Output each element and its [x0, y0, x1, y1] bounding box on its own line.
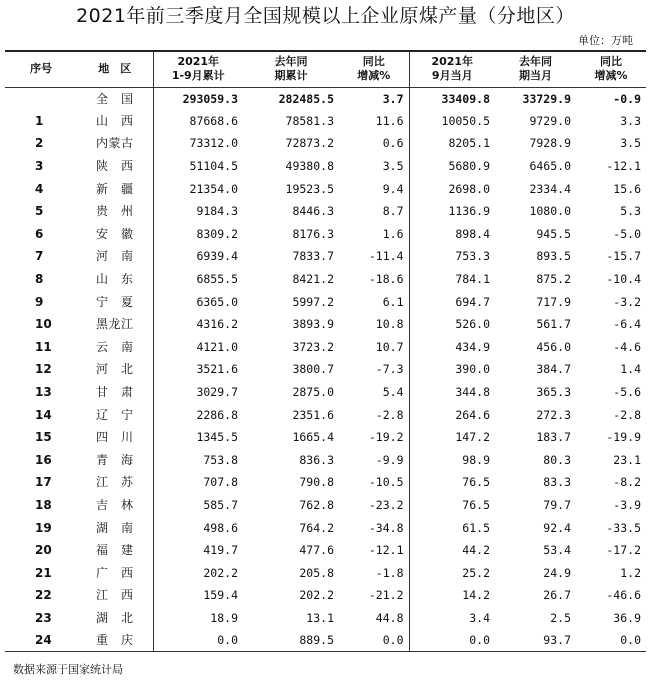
cell-month-yoy: 1.4 [620, 362, 641, 377]
cell-ytd-last: 790.8 [299, 475, 334, 490]
table-row [5, 313, 646, 336]
cell-region: 福 建 [95, 543, 134, 558]
header-ytd-yoy [339, 51, 409, 87]
cell-region: 宁 夏 [95, 294, 134, 309]
cell-ytd-yoy: 1.6 [382, 226, 404, 241]
cell-month-last: 92.4 [543, 520, 571, 535]
cell-seq: 17 [35, 475, 52, 490]
cell-month-2021: 5680.9 [409, 155, 495, 178]
cell-month-last: 53.4 [543, 543, 571, 558]
cell-ytd-last: 2351.6 [292, 407, 334, 422]
cell-seq: 15 [35, 430, 52, 445]
cell-month-yoy: 0.0 [620, 633, 641, 648]
coal-output-table [5, 50, 646, 652]
cell-month-yoy: -19.9 [606, 430, 641, 445]
cell-ytd-last: 7833.7 [292, 249, 334, 264]
cell-month-2021: 14.2 [409, 584, 495, 607]
table-row [5, 155, 646, 178]
cell-seq: 12 [35, 362, 52, 377]
cell-month-last: 384.7 [536, 362, 571, 377]
cell-ytd-2021: 753.8 [153, 449, 243, 472]
cell-region: 重 庆 [95, 633, 134, 648]
header-ytd-yoy-line2: 增减% [357, 69, 391, 83]
page-title: 2021年前三季度月全国规模以上企业原煤产量（分地区） [76, 5, 575, 27]
cell-month-2021: 898.4 [409, 223, 495, 246]
cell-month-yoy: -17.2 [606, 543, 641, 558]
cell-ytd-2021: 159.4 [153, 584, 243, 607]
cell-month-2021: 8205.1 [409, 132, 495, 155]
data-source-note: 数据来源于国家统计局 [13, 663, 123, 676]
cell-month-yoy: -3.9 [613, 497, 641, 512]
cell-ytd-last: 764.2 [299, 520, 334, 535]
cell-ytd-last: 889.5 [299, 633, 334, 648]
header-ytd-last-line1: 去年同 [274, 55, 308, 69]
cell-ytd-yoy: 8.7 [382, 204, 404, 219]
cell-ytd-2021: 9184.3 [153, 200, 243, 223]
cell-ytd-last: 3800.7 [292, 362, 334, 377]
cell-month-last: 93.7 [543, 633, 571, 648]
table-row [5, 381, 646, 404]
cell-seq: 1 [35, 113, 44, 128]
cell-seq: 7 [35, 249, 44, 264]
cell-month-yoy: -8.2 [613, 475, 641, 490]
cell-ytd-2021: 87668.6 [153, 110, 243, 133]
cell-month-yoy: 3.3 [620, 113, 641, 128]
header-month-yoy-line1: 同比 [600, 55, 622, 69]
cell-ytd-yoy: -11.4 [368, 249, 404, 264]
cell-month-yoy: -46.6 [606, 588, 641, 603]
cell-ytd-last: 282485.5 [278, 91, 334, 106]
header-ytd-2021 [153, 51, 243, 87]
header-ytd-2021-line2: 1-9月累计 [171, 69, 225, 83]
cell-region: 全 国 [95, 91, 134, 106]
cell-month-2021: 526.0 [409, 313, 495, 336]
cell-month-last: 24.9 [543, 565, 571, 580]
cell-month-yoy: -4.6 [613, 339, 641, 354]
cell-month-last: 9729.0 [529, 113, 571, 128]
cell-region: 内蒙古 [95, 136, 134, 151]
cell-ytd-last: 8421.2 [292, 272, 334, 287]
cell-ytd-2021: 51104.5 [153, 155, 243, 178]
cell-seq: 21 [35, 565, 52, 580]
cell-seq: 14 [35, 407, 52, 422]
cell-seq: 6 [35, 226, 44, 241]
cell-ytd-last: 1665.4 [292, 430, 334, 445]
cell-ytd-2021: 3029.7 [153, 381, 243, 404]
table-row [5, 494, 646, 517]
cell-ytd-2021: 707.8 [153, 471, 243, 494]
cell-seq: 22 [35, 588, 52, 603]
cell-seq: 23 [35, 610, 52, 625]
cell-region: 四 川 [95, 430, 134, 445]
header-month-2021-line2: 9月当月 [431, 69, 473, 83]
cell-region: 湖 北 [95, 610, 134, 625]
cell-region: 黑龙江 [95, 317, 134, 332]
cell-ytd-last: 5997.2 [292, 294, 334, 309]
cell-ytd-2021: 6855.5 [153, 268, 243, 291]
cell-region: 河 北 [95, 362, 134, 377]
table-row [5, 561, 646, 584]
cell-month-last: 456.0 [536, 339, 571, 354]
header-month-yoy [576, 51, 646, 87]
cell-ytd-last: 78581.3 [285, 113, 334, 128]
cell-seq: 4 [35, 181, 44, 196]
cell-seq: 19 [35, 520, 52, 535]
cell-month-yoy: 3.5 [620, 136, 641, 151]
cell-region: 山 东 [95, 272, 134, 287]
cell-ytd-yoy: 3.5 [382, 159, 404, 174]
cell-ytd-yoy: 10.7 [375, 339, 404, 354]
cell-month-2021: 25.2 [409, 561, 495, 584]
cell-month-yoy: -0.9 [613, 91, 641, 106]
table-row [5, 290, 646, 313]
cell-region: 吉 林 [95, 497, 134, 512]
table-row-national [5, 87, 646, 110]
table-row [5, 403, 646, 426]
cell-seq: 5 [35, 204, 44, 219]
cell-month-2021: 76.5 [409, 471, 495, 494]
cell-ytd-last: 8176.3 [292, 226, 334, 241]
table-row [5, 471, 646, 494]
cell-month-yoy: 1.2 [620, 565, 641, 580]
cell-month-2021: 0.0 [409, 629, 495, 652]
table-header [5, 51, 646, 87]
cell-month-last: 26.7 [543, 588, 571, 603]
cell-ytd-last: 13.1 [306, 610, 334, 625]
table-row [5, 245, 646, 268]
header-region: 地 区 [98, 62, 132, 76]
cell-month-2021: 434.9 [409, 336, 495, 359]
cell-month-yoy: -15.7 [606, 249, 641, 264]
cell-region: 甘 肃 [95, 385, 134, 400]
cell-ytd-2021: 419.7 [153, 539, 243, 562]
table-row [5, 629, 646, 652]
cell-seq: 18 [35, 497, 52, 512]
table-row [5, 449, 646, 472]
cell-month-yoy: -10.4 [606, 272, 641, 287]
cell-seq: 16 [35, 452, 52, 467]
cell-month-2021: 33409.8 [409, 87, 495, 110]
cell-month-yoy: 5.3 [620, 204, 641, 219]
cell-ytd-2021: 6939.4 [153, 245, 243, 268]
cell-month-yoy: -5.0 [613, 226, 641, 241]
cell-seq: 2 [35, 136, 44, 151]
header-month-2021-line1: 2021年 [431, 55, 474, 69]
cell-month-last: 2.5 [550, 610, 571, 625]
cell-month-2021: 1136.9 [409, 200, 495, 223]
cell-month-last: 83.3 [543, 475, 571, 490]
cell-ytd-2021: 3521.6 [153, 358, 243, 381]
cell-month-last: 875.2 [536, 272, 571, 287]
cell-month-last: 2334.4 [529, 181, 571, 196]
header-ytd-last [243, 51, 339, 87]
cell-month-2021: 344.8 [409, 381, 495, 404]
cell-ytd-yoy: 3.7 [382, 91, 404, 106]
cell-ytd-last: 3893.9 [292, 317, 334, 332]
cell-ytd-2021: 73312.0 [153, 132, 243, 155]
cell-month-2021: 264.6 [409, 403, 495, 426]
table-row [5, 110, 646, 133]
cell-ytd-2021: 18.9 [153, 607, 243, 630]
cell-month-2021: 44.2 [409, 539, 495, 562]
header-ytd-yoy-line1: 同比 [362, 55, 385, 69]
cell-ytd-last: 205.8 [299, 565, 334, 580]
cell-month-last: 893.5 [536, 249, 571, 264]
cell-month-last: 33729.9 [522, 91, 571, 106]
cell-seq: 13 [35, 385, 52, 400]
cell-seq: 3 [35, 159, 44, 174]
cell-region: 安 徽 [95, 226, 134, 241]
cell-ytd-2021: 1345.5 [153, 426, 243, 449]
cell-ytd-2021: 4121.0 [153, 336, 243, 359]
cell-ytd-2021: 0.0 [153, 629, 243, 652]
cell-month-yoy: -2.8 [613, 407, 641, 422]
cell-month-last: 1080.0 [529, 204, 571, 219]
cell-ytd-2021: 8309.2 [153, 223, 243, 246]
cell-month-last: 6465.0 [529, 159, 571, 174]
cell-seq: 24 [35, 633, 52, 648]
cell-month-last: 272.3 [536, 407, 571, 422]
cell-ytd-yoy: 9.4 [382, 181, 404, 196]
cell-region: 云 南 [95, 339, 134, 354]
cell-month-yoy: -5.6 [613, 385, 641, 400]
cell-ytd-yoy: 11.6 [375, 113, 404, 128]
cell-month-last: 7928.9 [529, 136, 571, 151]
cell-month-2021: 753.3 [409, 245, 495, 268]
table-row [5, 607, 646, 630]
cell-month-last: 945.5 [536, 226, 571, 241]
cell-ytd-yoy: -2.8 [375, 407, 404, 422]
cell-month-2021: 784.1 [409, 268, 495, 291]
cell-region: 广 西 [95, 565, 134, 580]
table-body [5, 87, 646, 652]
cell-seq: 9 [35, 294, 44, 309]
cell-ytd-yoy: -19.2 [368, 430, 404, 445]
header-month-last [495, 51, 576, 87]
table-row [5, 200, 646, 223]
cell-month-2021: 147.2 [409, 426, 495, 449]
cell-ytd-yoy: -10.5 [368, 475, 404, 490]
cell-ytd-yoy: -12.1 [368, 543, 404, 558]
cell-ytd-yoy: 6.1 [382, 294, 404, 309]
cell-ytd-last: 202.2 [299, 588, 334, 603]
cell-month-last: 365.3 [536, 385, 571, 400]
cell-seq: 11 [35, 339, 52, 354]
cell-month-2021: 76.5 [409, 494, 495, 517]
cell-month-yoy: 15.6 [613, 181, 641, 196]
header-month-2021 [409, 51, 495, 87]
table-row [5, 268, 646, 291]
cell-ytd-2021: 293059.3 [153, 87, 243, 110]
cell-month-2021: 98.9 [409, 449, 495, 472]
cell-region: 山 西 [95, 113, 134, 128]
table-row [5, 584, 646, 607]
cell-ytd-yoy: 0.0 [382, 633, 404, 648]
cell-month-last: 80.3 [543, 452, 571, 467]
cell-month-yoy: -12.1 [606, 159, 641, 174]
cell-seq: 20 [35, 543, 52, 558]
cell-ytd-last: 8446.3 [292, 204, 334, 219]
table-row [5, 177, 646, 200]
cell-seq: 8 [35, 272, 44, 287]
unit-label: 单位：万吨 [578, 34, 633, 47]
cell-ytd-yoy: -18.6 [368, 272, 404, 287]
cell-seq [5, 87, 77, 110]
cell-month-2021: 3.4 [409, 607, 495, 630]
cell-ytd-2021: 585.7 [153, 494, 243, 517]
cell-region: 新 疆 [95, 181, 134, 196]
cell-ytd-yoy: -7.3 [375, 362, 404, 377]
table-row [5, 516, 646, 539]
cell-ytd-2021: 21354.0 [153, 177, 243, 200]
table-row [5, 336, 646, 359]
cell-ytd-last: 836.3 [299, 452, 334, 467]
table-row [5, 223, 646, 246]
cell-region: 湖 南 [95, 520, 134, 535]
cell-region: 青 海 [95, 452, 134, 467]
cell-month-last: 561.7 [536, 317, 571, 332]
cell-ytd-yoy: -21.2 [368, 588, 404, 603]
cell-ytd-last: 3723.2 [292, 339, 334, 354]
cell-ytd-2021: 202.2 [153, 561, 243, 584]
cell-month-2021: 61.5 [409, 516, 495, 539]
cell-month-yoy: -33.5 [606, 520, 641, 535]
header-ytd-last-line2: 期累计 [274, 69, 308, 83]
cell-ytd-yoy: 10.8 [375, 317, 404, 332]
cell-ytd-yoy: 44.8 [375, 610, 404, 625]
cell-region: 江 西 [95, 588, 134, 603]
cell-ytd-yoy: 0.6 [382, 136, 404, 151]
table-row [5, 358, 646, 381]
cell-month-yoy: 36.9 [613, 610, 641, 625]
cell-month-last: 717.9 [536, 294, 571, 309]
cell-month-yoy: -3.2 [613, 294, 641, 309]
cell-seq: 10 [35, 317, 52, 332]
cell-month-yoy: -6.4 [613, 317, 641, 332]
cell-ytd-last: 2875.0 [292, 385, 334, 400]
cell-month-2021: 10050.5 [409, 110, 495, 133]
cell-region: 江 苏 [95, 475, 134, 490]
cell-month-2021: 694.7 [409, 290, 495, 313]
cell-month-2021: 390.0 [409, 358, 495, 381]
table-row [5, 539, 646, 562]
cell-region: 河 南 [95, 249, 134, 264]
header-month-last-line1: 去年同 [519, 55, 552, 69]
table-row [5, 426, 646, 449]
cell-region: 辽 宁 [95, 407, 134, 422]
cell-ytd-last: 762.8 [299, 497, 334, 512]
cell-month-last: 79.7 [543, 497, 571, 512]
cell-month-2021: 2698.0 [409, 177, 495, 200]
cell-ytd-2021: 6365.0 [153, 290, 243, 313]
header-month-last-line2: 期当月 [519, 69, 552, 83]
cell-region: 陕 西 [95, 159, 134, 174]
header-seq: 序号 [30, 62, 52, 76]
cell-ytd-yoy: -9.9 [375, 452, 404, 467]
cell-ytd-2021: 498.6 [153, 516, 243, 539]
cell-ytd-yoy: -23.2 [368, 497, 404, 512]
cell-ytd-last: 49380.8 [285, 159, 334, 174]
header-month-yoy-line2: 增减% [594, 69, 628, 83]
cell-month-yoy: 23.1 [613, 452, 641, 467]
cell-ytd-2021: 2286.8 [153, 403, 243, 426]
cell-ytd-yoy: -34.8 [368, 520, 404, 535]
cell-region: 贵 州 [95, 204, 134, 219]
cell-ytd-2021: 4316.2 [153, 313, 243, 336]
cell-ytd-last: 72873.2 [285, 136, 334, 151]
cell-ytd-last: 477.6 [299, 543, 334, 558]
cell-ytd-last: 19523.5 [285, 181, 334, 196]
header-ytd-2021-line1: 2021年 [177, 55, 220, 69]
table-row [5, 132, 646, 155]
cell-month-last: 183.7 [536, 430, 571, 445]
cell-ytd-yoy: -1.8 [375, 565, 404, 580]
cell-ytd-yoy: 5.4 [382, 385, 404, 400]
